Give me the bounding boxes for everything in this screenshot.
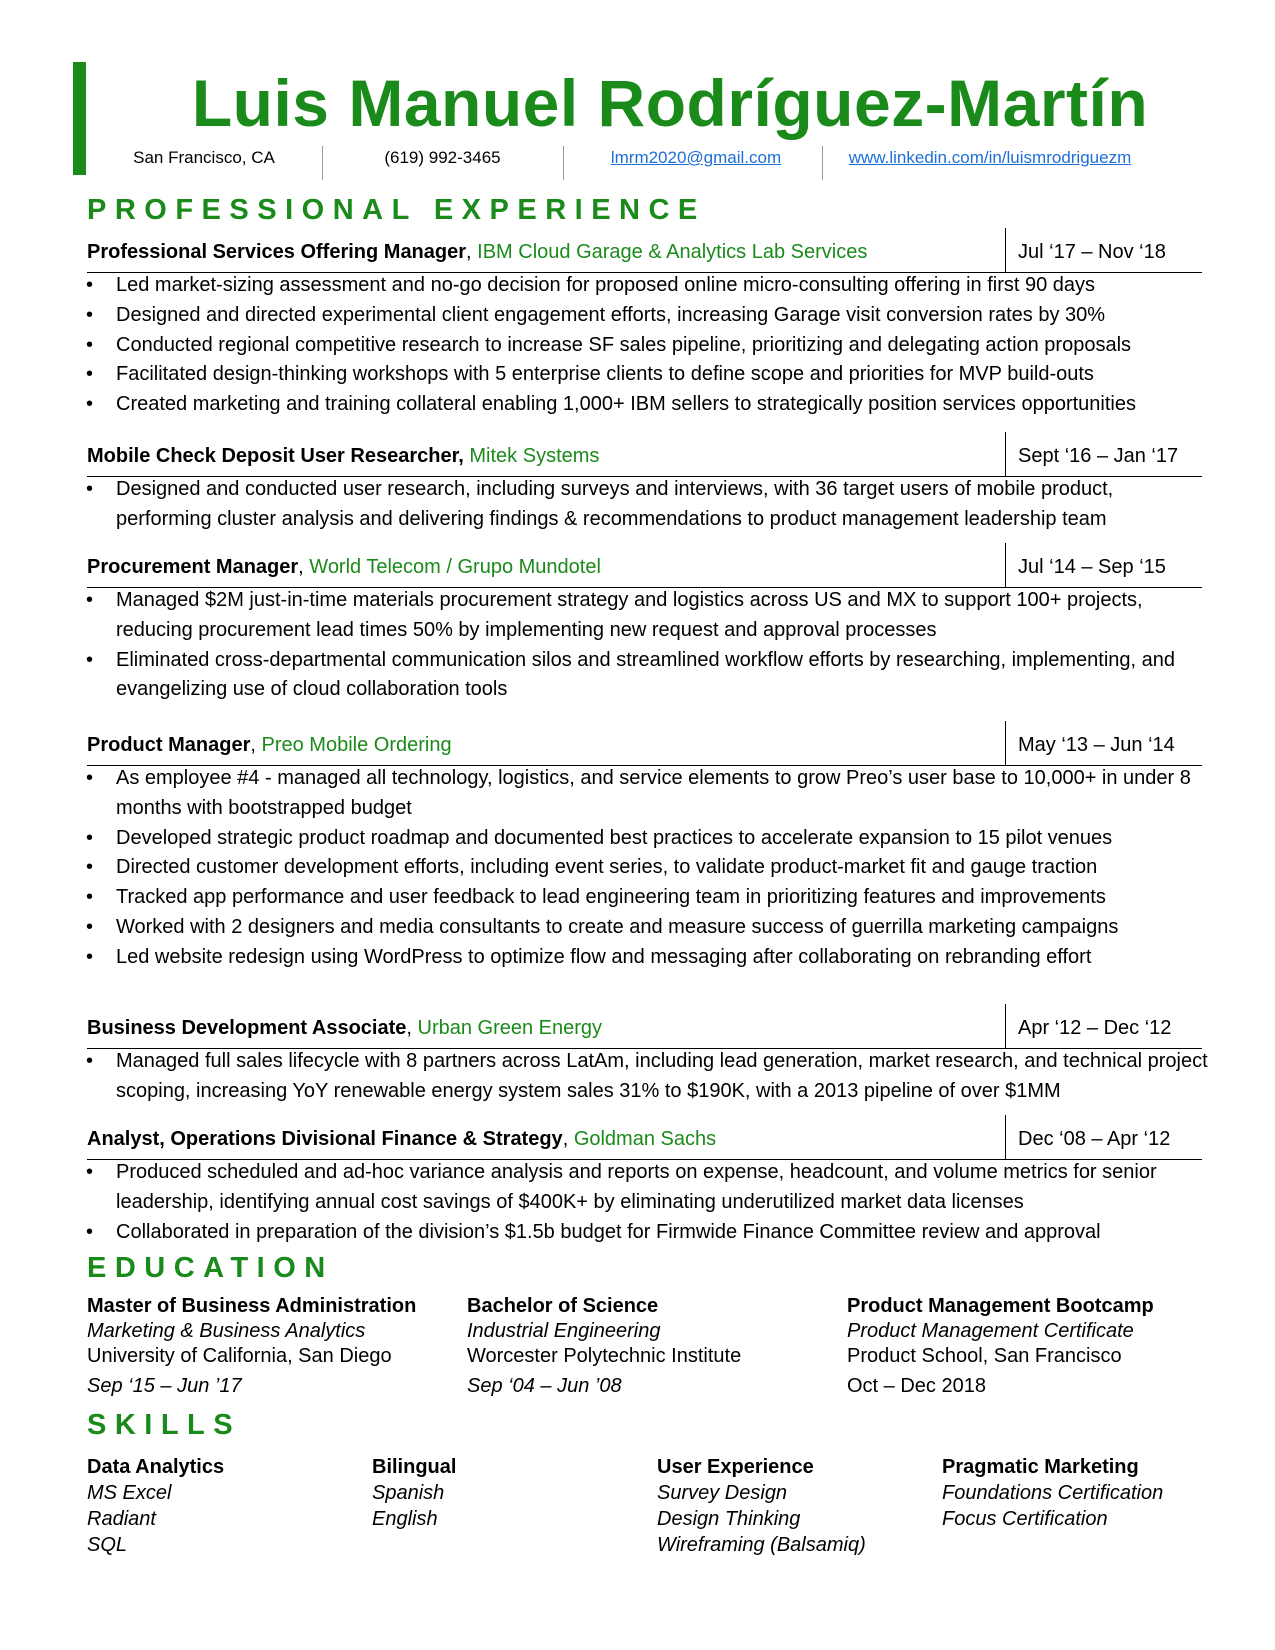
- skill-item: English: [372, 1508, 438, 1530]
- education-entry: [847, 1294, 1154, 1399]
- contact-location: San Francisco, CA: [133, 148, 275, 167]
- job-bullet: • Designed and conducted user research, including surveys and interviews, with 36 target users of mobile product, performing cluster analysis and delivering findings & recommendations to product management leadership team: [85, 475, 1210, 535]
- job-title-separator: ,: [562, 1128, 574, 1150]
- job-bullet: • Led website redesign using WordPress to optimize flow and messaging after collaborating on rebranding effort: [85, 943, 1210, 973]
- skill-group: [942, 1454, 1163, 1532]
- skill-group: [87, 1454, 224, 1558]
- education-field: Marketing & Business Analytics: [87, 1320, 366, 1342]
- job-header: [87, 228, 1202, 273]
- job-role: Analyst, Operations Divisional Finance & Strategy: [87, 1128, 563, 1150]
- job-bullet-list: [85, 271, 1210, 420]
- job-title-line: [87, 1017, 602, 1040]
- job-company: Urban Green Energy: [417, 1017, 603, 1039]
- job-bullet: • Conducted regional competitive research to increase SF sales pipeline, prioritizing and delegating action proposals: [85, 331, 1210, 361]
- job-title-separator: ,: [250, 734, 262, 756]
- job-company: World Telecom / Grupo Mundotel: [309, 556, 601, 578]
- job-header: [87, 432, 1202, 477]
- job-bullet: • Designed and directed experimental client engagement efforts, increasing Garage visit conversion rates by 30%: [85, 301, 1210, 331]
- job-bullet-list: [85, 475, 1210, 535]
- education-section-title: EDUCATION: [87, 1252, 334, 1284]
- education-school: Product School, San Francisco: [847, 1345, 1122, 1367]
- contact-divider: [822, 146, 823, 180]
- job-title-line: [87, 445, 599, 468]
- skill-item: MS Excel: [87, 1482, 172, 1504]
- skills-section-title: SKILLS: [87, 1409, 242, 1441]
- skill-item: SQL: [87, 1534, 128, 1556]
- job-title-separator: ,: [406, 1017, 418, 1039]
- job-header: [87, 721, 1202, 766]
- education-school: Worcester Polytechnic Institute: [467, 1345, 742, 1367]
- education-dates: Sep ‘04 – Jun ’08: [467, 1375, 622, 1397]
- job-dates: Sept ‘16 – Jan ‘17: [1005, 432, 1178, 476]
- skill-category: User Experience: [657, 1456, 814, 1478]
- skill-item: Foundations Certification: [942, 1482, 1164, 1504]
- job-title-line: [87, 1128, 716, 1151]
- job-dates: Dec ‘08 – Apr ‘12: [1005, 1115, 1170, 1159]
- job-company: Mitek Systems: [469, 445, 600, 467]
- skill-category: Data Analytics: [87, 1456, 225, 1478]
- job-bullet: • Collaborated in preparation of the division’s $1.5b budget for Firmwide Finance Committee review and approval: [85, 1218, 1210, 1248]
- job-bullet: • Managed full sales lifecycle with 8 partners across LatAm, including lead generation, market research, and technical project scoping, increasing YoY renewable energy system sales 31% to $190K, with a 2013 pipeline of over $1MM: [85, 1047, 1210, 1107]
- accent-bar: [73, 62, 86, 175]
- contact-divider: [322, 146, 323, 180]
- job-bullet-list: [85, 1158, 1210, 1247]
- education-degree: Product Management Bootcamp: [847, 1295, 1154, 1317]
- job-bullet: • Facilitated design-thinking workshops with 5 enterprise clients to define scope and priorities for MVP build-outs: [85, 360, 1210, 390]
- contact-divider: [563, 146, 564, 180]
- education-degree: Bachelor of Science: [467, 1295, 659, 1317]
- job-header: [87, 1004, 1202, 1049]
- job-bullet: • Worked with 2 designers and media consultants to create and measure success of guerrilla marketing campaigns: [85, 913, 1210, 943]
- job-dates: May ‘13 – Jun ‘14: [1005, 721, 1175, 765]
- job-title-line: [87, 734, 452, 757]
- education-dates: Oct – Dec 2018: [847, 1375, 986, 1397]
- skill-item: Radiant: [87, 1508, 156, 1530]
- experience-section-title: PROFESSIONAL EXPERIENCE: [87, 194, 706, 226]
- job-role: Product Manager: [87, 734, 251, 756]
- education-field: Product Management Certificate: [847, 1320, 1134, 1342]
- job-bullet: • Eliminated cross-departmental communication silos and streamlined workflow efforts by researching, implementing, and evangelizing use of cloud collaboration tools: [85, 646, 1210, 706]
- job-bullet-list: [85, 764, 1210, 973]
- education-field: Industrial Engineering: [467, 1320, 661, 1342]
- job-company: Preo Mobile Ordering: [261, 734, 452, 756]
- job-bullet: • Created marketing and training collateral enabling 1,000+ IBM sellers to strategically position services opportunities: [85, 390, 1210, 420]
- education-dates: Sep ‘15 – Jun ’17: [87, 1375, 242, 1397]
- contact-phone: (619) 992-3465: [384, 148, 501, 167]
- skill-group: [657, 1454, 866, 1558]
- education-entry: [87, 1294, 416, 1399]
- education-entry: [467, 1294, 741, 1399]
- skill-item: Wireframing (Balsamiq): [657, 1534, 866, 1556]
- job-title-line: [87, 241, 867, 264]
- contact-bar: [100, 146, 1210, 180]
- skill-item: Survey Design: [657, 1482, 788, 1504]
- job-title-separator: ,: [298, 556, 310, 578]
- job-role: Business Development Associate: [87, 1017, 407, 1039]
- skill-item: Focus Certification: [942, 1508, 1108, 1530]
- job-role: Mobile Check Deposit User Researcher,: [87, 445, 464, 467]
- education-degree: Master of Business Administration: [87, 1295, 417, 1317]
- education-school: University of California, San Diego: [87, 1345, 392, 1367]
- job-bullet: • Tracked app performance and user feedback to lead engineering team in prioritizing features and improvements: [85, 883, 1210, 913]
- linkedin-link[interactable]: www.linkedin.com/in/luismrodriguezm: [848, 148, 1132, 167]
- job-dates: Jul ‘14 – Sep ‘15: [1005, 543, 1166, 587]
- job-bullet-list: [85, 586, 1210, 705]
- job-bullet: • Developed strategic product roadmap and documented best practices to accelerate expansion to 15 pilot venues: [85, 824, 1210, 854]
- skill-item: Design Thinking: [657, 1508, 801, 1530]
- job-bullet-list: [85, 1047, 1210, 1107]
- job-bullet: • Directed customer development efforts, including event series, to validate product-market fit and gauge traction: [85, 853, 1210, 883]
- job-role: Professional Services Offering Manager: [87, 241, 467, 263]
- job-bullet: • As employee #4 - managed all technology, logistics, and service elements to grow Preo’s user base to 10,000+ in under 8 months with bootstrapped budget: [85, 764, 1210, 824]
- job-dates: Apr ‘12 – Dec ‘12: [1005, 1004, 1171, 1048]
- job-title-separator: ,: [466, 241, 478, 263]
- job-bullet: • Led market-sizing assessment and no-go decision for proposed online micro-consulting offering in first 90 days: [85, 271, 1210, 301]
- skill-category: Bilingual: [372, 1456, 457, 1478]
- job-header: [87, 543, 1202, 588]
- skill-category: Pragmatic Marketing: [942, 1456, 1139, 1478]
- skill-group: [372, 1454, 456, 1532]
- job-company: IBM Cloud Garage & Analytics Lab Services: [477, 241, 868, 263]
- job-company: Goldman Sachs: [573, 1128, 717, 1150]
- email-link[interactable]: lmrm2020@gmail.com: [610, 148, 782, 167]
- job-role: Procurement Manager: [87, 556, 299, 578]
- job-dates: Jul ‘17 – Nov ‘18: [1005, 228, 1166, 272]
- job-bullet: • Managed $2M just-in-time materials procurement strategy and logistics across US and MX to support 100+ projects, reducing procurement lead times 50% by implementing new request and approval processes: [85, 586, 1210, 646]
- job-title-line: [87, 556, 601, 579]
- applicant-name: Luis Manuel Rodríguez-Martín: [191, 66, 1149, 140]
- job-header: [87, 1115, 1202, 1160]
- job-bullet: • Produced scheduled and ad-hoc variance analysis and reports on expense, headcount, and volume metrics for senior leadership, identifying annual cost savings of $400K+ by eliminating underutilized market data licenses: [85, 1158, 1210, 1218]
- skill-item: Spanish: [372, 1482, 445, 1504]
